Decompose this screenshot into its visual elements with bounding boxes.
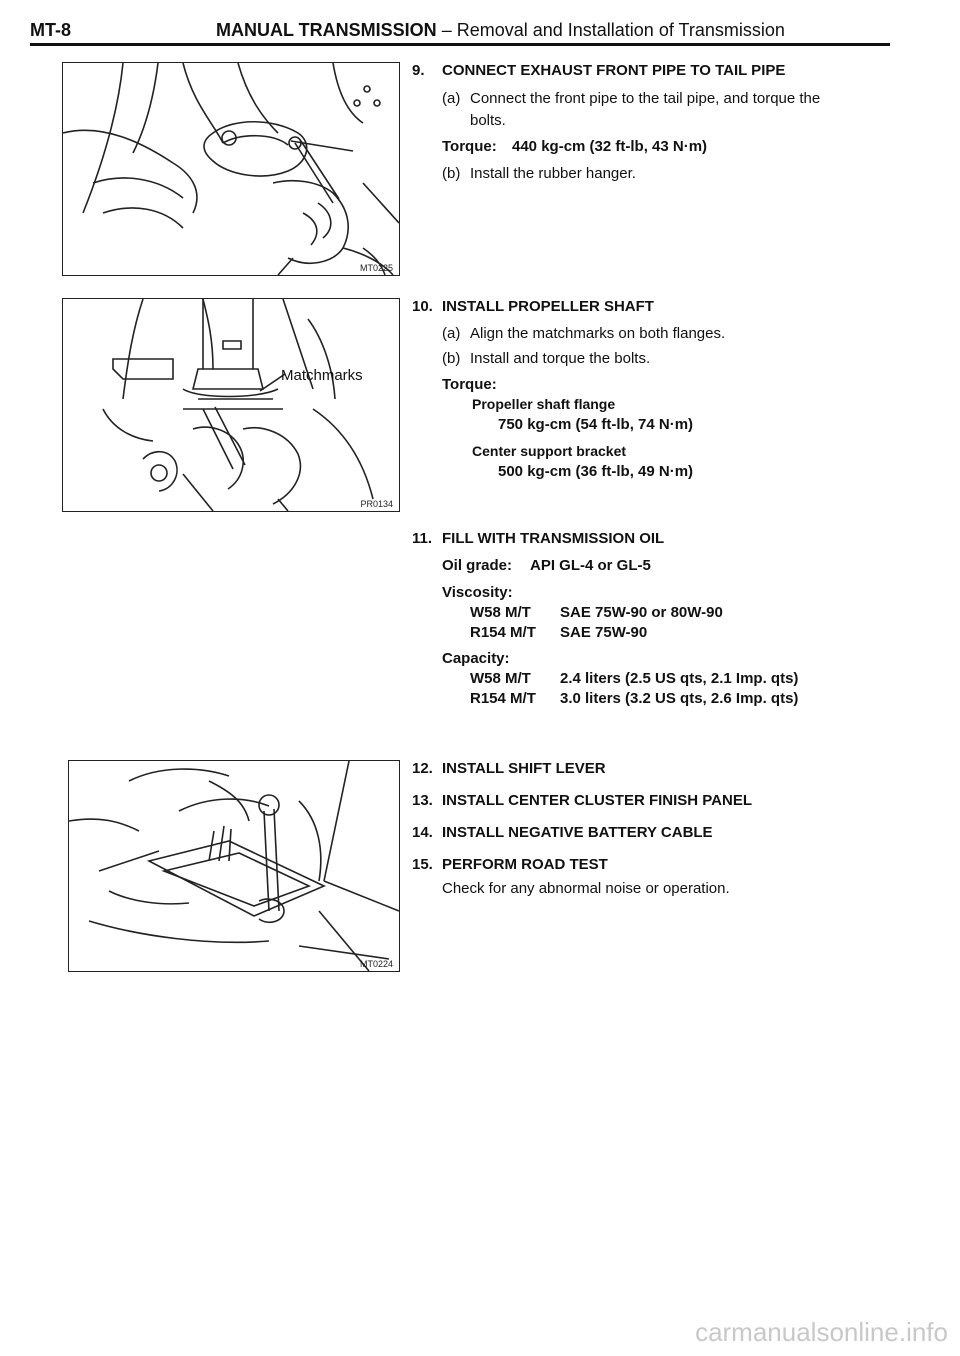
- step-title: INSTALL SHIFT LEVER: [442, 760, 606, 777]
- shift-lever-illustration: [69, 761, 399, 971]
- capacity-label: Capacity:: [442, 650, 510, 667]
- step-number: 11.: [412, 530, 433, 547]
- viscosity-model: R154 M/T: [470, 624, 536, 641]
- section-subtitle: – Removal and Installation of Transmission: [441, 20, 785, 40]
- torque-item-name: Center support bracket: [472, 443, 627, 459]
- step-number: 13.: [412, 792, 433, 809]
- step-number: 12.: [412, 760, 433, 777]
- matchmarks-callout: Matchmarks: [281, 367, 363, 384]
- figure-shift-lever: [68, 760, 400, 972]
- substep-text: Connect the front pipe to the tail pipe, and torque the: [470, 90, 821, 107]
- figure-code: PR0134: [360, 499, 393, 509]
- step-number: 14.: [412, 824, 433, 841]
- step-text: Check for any abnormal noise or operation.: [442, 880, 730, 897]
- step-number: 15.: [412, 856, 433, 873]
- exhaust-pipe-illustration: [63, 63, 399, 275]
- step-title: CONNECT EXHAUST FRONT PIPE TO TAIL PIPE: [442, 62, 786, 79]
- torque-label: Torque:: [442, 376, 497, 393]
- viscosity-value: SAE 75W-90: [560, 624, 648, 641]
- figure-exhaust-pipe: [62, 62, 400, 276]
- substep-text: Install the rubber hanger.: [470, 165, 636, 182]
- header-rule: [30, 43, 890, 46]
- capacity-model: W58 M/T: [470, 670, 531, 687]
- substep-text: bolts.: [470, 112, 506, 129]
- substep-label: (b): [442, 165, 461, 182]
- capacity-model: R154 M/T: [470, 690, 536, 707]
- step-title: INSTALL NEGATIVE BATTERY CABLE: [442, 824, 713, 841]
- capacity-value: 3.0 liters (3.2 US qts, 2.6 Imp. qts): [560, 690, 799, 707]
- step-number: 9.: [412, 62, 425, 79]
- figure-code: MT0225: [359, 263, 393, 273]
- step-title: PERFORM ROAD TEST: [442, 856, 608, 873]
- page-header: [30, 20, 890, 46]
- torque-item-name: Propeller shaft flange: [472, 396, 616, 412]
- viscosity-value: SAE 75W-90 or 80W-90: [560, 604, 723, 621]
- torque-item-value: 500 kg-cm (36 ft-lb, 49 N·m): [498, 463, 694, 480]
- page-title: [216, 20, 785, 41]
- propeller-shaft-illustration: [63, 299, 399, 511]
- oil-grade-label: Oil grade:: [442, 557, 513, 574]
- page-code: MT-8: [30, 20, 72, 40]
- torque-value: 440 kg-cm (32 ft-lb, 43 N·m): [512, 138, 708, 155]
- step-title: FILL WITH TRANSMISSION OIL: [442, 530, 665, 547]
- oil-grade-value: API GL-4 or GL-5: [530, 557, 651, 574]
- substep-label: (b): [442, 350, 461, 367]
- capacity-value: 2.4 liters (2.5 US qts, 2.1 Imp. qts): [560, 670, 799, 687]
- figure-propeller-shaft: [62, 298, 400, 512]
- step-title: INSTALL CENTER CLUSTER FINISH PANEL: [442, 792, 753, 809]
- substep-label: (a): [442, 325, 461, 342]
- step-title: INSTALL PROPELLER SHAFT: [442, 298, 654, 315]
- substep-text: Align the matchmarks on both flanges.: [470, 325, 726, 342]
- viscosity-label: Viscosity:: [442, 584, 513, 601]
- substep-label: (a): [442, 90, 461, 107]
- step-number: 10.: [412, 298, 433, 315]
- torque-item-value: 750 kg-cm (54 ft-lb, 74 N·m): [498, 416, 694, 433]
- viscosity-model: W58 M/T: [470, 604, 531, 621]
- torque-label: Torque:: [442, 138, 497, 155]
- figure-code: MT0224: [359, 959, 393, 969]
- substep-text: Install and torque the bolts.: [470, 350, 651, 367]
- watermark: carmanualsonline.info: [695, 1317, 948, 1347]
- section-title: MANUAL TRANSMISSION: [216, 20, 437, 40]
